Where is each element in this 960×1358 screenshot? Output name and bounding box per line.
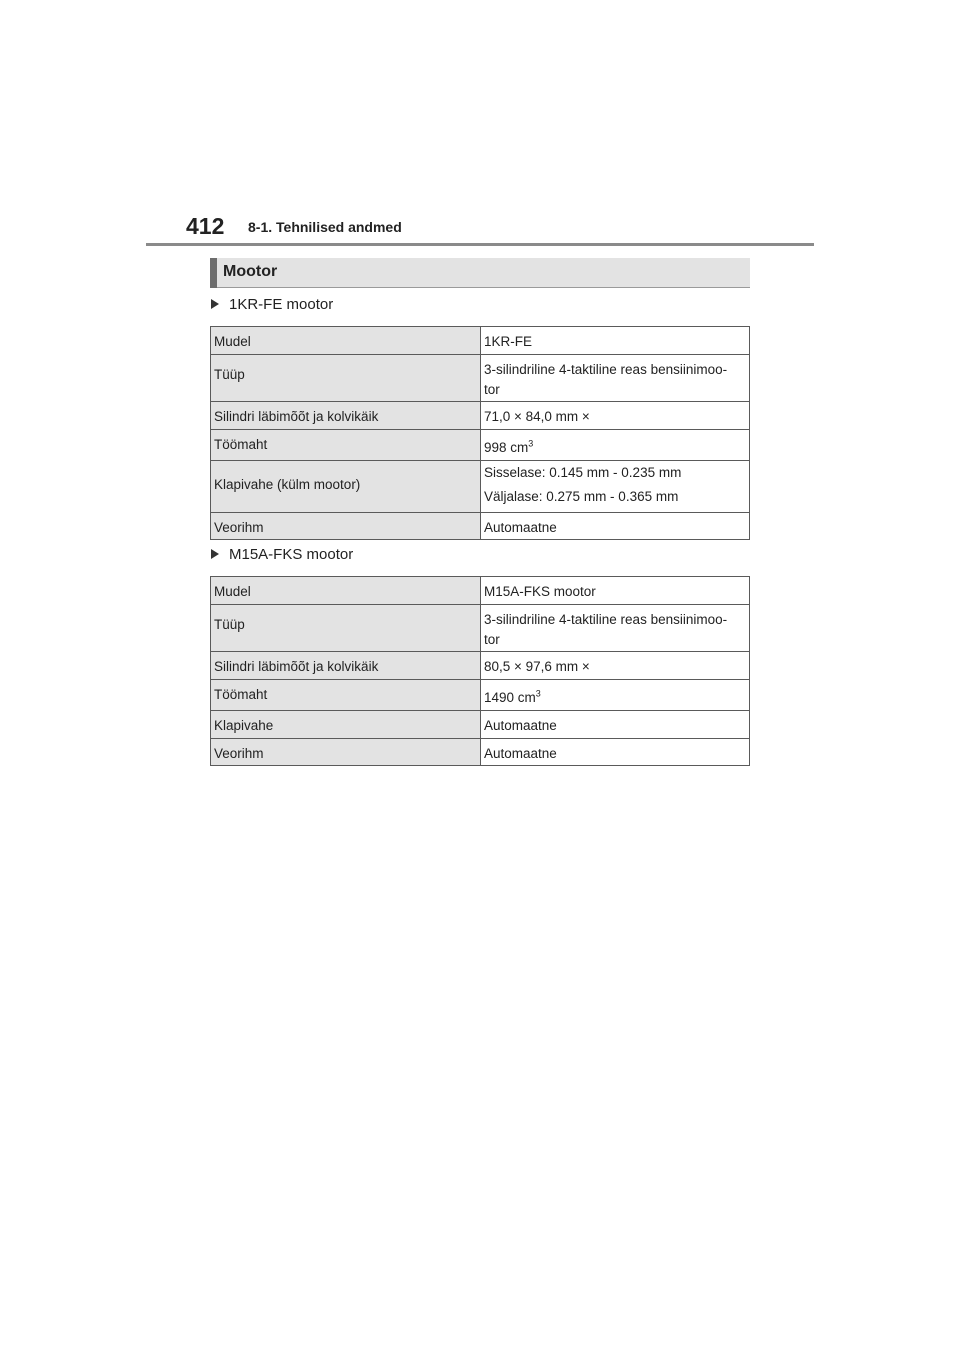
engine-2-spec-table bbox=[210, 576, 750, 766]
spec-key: Klapivahe (külm mootor) bbox=[211, 461, 481, 513]
spec-key: Mudel bbox=[211, 327, 481, 355]
table-row bbox=[211, 461, 750, 513]
spec-key: Silindri läbimõõt ja kolvikäik bbox=[211, 402, 481, 430]
engine-1-title-text: 1KR-FE mootor bbox=[229, 296, 334, 313]
spec-value bbox=[481, 605, 750, 652]
table-row bbox=[211, 652, 750, 680]
table-row bbox=[211, 327, 750, 355]
spec-key: Tüüp bbox=[211, 355, 481, 402]
spec-value: 1KR-FE bbox=[481, 327, 750, 355]
spec-key: Töömaht bbox=[211, 680, 481, 711]
page-number: 412 bbox=[186, 213, 225, 239]
engine-1-spec-table bbox=[210, 326, 750, 540]
heading-accent bbox=[210, 258, 217, 288]
superscript: 3 bbox=[535, 688, 541, 699]
spec-key: Veorihm bbox=[211, 513, 481, 540]
spec-value-text: 998 cm bbox=[484, 440, 529, 455]
spec-key: Silindri läbimõõt ja kolvikäik bbox=[211, 652, 481, 680]
triangle-bullet-icon bbox=[211, 549, 219, 559]
spec-value: 80,5 × 97,6 mm × bbox=[481, 652, 750, 680]
spec-value bbox=[481, 461, 750, 513]
spec-key: Klapivahe bbox=[211, 711, 481, 739]
table-row bbox=[211, 430, 750, 461]
section-title: 8-1. Tehnilised andmed bbox=[248, 219, 402, 235]
header-divider bbox=[146, 243, 814, 246]
table-row bbox=[211, 513, 750, 540]
spec-value-line: 3-silindriline 4-taktiline reas bensiinimoo- bbox=[484, 362, 728, 377]
table-row bbox=[211, 739, 750, 766]
spec-key: Mudel bbox=[211, 577, 481, 605]
spec-value bbox=[481, 355, 750, 402]
spec-key: Veorihm bbox=[211, 739, 481, 766]
table-row bbox=[211, 577, 750, 605]
table-row bbox=[211, 711, 750, 739]
spec-value: M15A-FKS mootor bbox=[481, 577, 750, 605]
engine-2-title bbox=[211, 546, 353, 563]
heading-title: Mootor bbox=[223, 263, 278, 280]
spec-value-text: 1490 cm bbox=[484, 690, 536, 705]
table-row bbox=[211, 680, 750, 711]
table-row bbox=[211, 402, 750, 430]
table-row bbox=[211, 355, 750, 402]
engine-1-title bbox=[211, 296, 333, 313]
heading-bar bbox=[210, 258, 750, 288]
superscript: 3 bbox=[528, 438, 534, 449]
spec-value bbox=[481, 680, 750, 711]
spec-value: 71,0 × 84,0 mm × bbox=[481, 402, 750, 430]
spec-value-line: Sisselase: 0.145 mm - 0.235 mm bbox=[484, 465, 682, 480]
engine-2-title-text: M15A-FKS mootor bbox=[229, 546, 354, 563]
spec-value: Automaatne bbox=[481, 513, 750, 540]
spec-key: Tüüp bbox=[211, 605, 481, 652]
spec-value-line: tor bbox=[484, 632, 500, 647]
table-row bbox=[211, 605, 750, 652]
spec-value bbox=[481, 430, 750, 461]
spec-key: Töömaht bbox=[211, 430, 481, 461]
spec-value: Automaatne bbox=[481, 711, 750, 739]
triangle-bullet-icon bbox=[211, 299, 219, 309]
spec-value-line: 3-silindriline 4-taktiline reas bensiinimoo- bbox=[484, 612, 728, 627]
spec-value-line: tor bbox=[484, 382, 500, 397]
spec-value: Automaatne bbox=[481, 739, 750, 766]
spec-value-line: Väljalase: 0.275 mm - 0.365 mm bbox=[484, 489, 679, 504]
